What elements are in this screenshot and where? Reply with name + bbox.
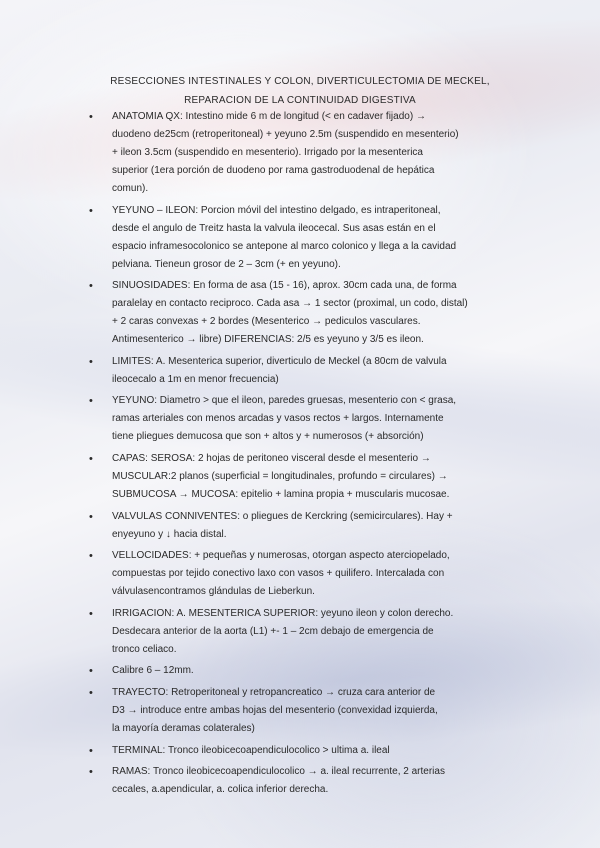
text-line: • ANATOMIA QX: Intestino mide 6 m de longitud (< en cadaver fijado) → — [112, 111, 426, 122]
title-line-1: RESECCIONES INTESTINALES Y COLON, DIVERTICULECTOMIA DE MECKEL, — [110, 76, 490, 87]
text-line: • YEYUNO – ILEON: Porcion móvil del intestino delgado, es intraperitoneal, — [112, 204, 441, 216]
title-line-2: REPARACION DE LA CONTINUIDAD DIGESTIVA — [184, 95, 416, 106]
text-line: + ileon 3.5cm (suspendido en mesenterio). Irrigado por la mesenterica — [112, 147, 423, 158]
text-line: la mayoría deramas colaterales) — [112, 722, 255, 734]
text-line: paralelay en contacto reciproco. Cada asa → 1 sector (proximal, un codo, distal) — [112, 298, 468, 310]
text-line: ileocecalo a 1m en menor frecuencia) — [112, 373, 279, 385]
text-line: • YEYUNO: Diametro > que el ileon, paredes gruesas, mesenterio con < grasa, — [112, 395, 457, 407]
bullet-valvulas — [80, 508, 492, 544]
text-line: desde el angulo de Treitz hasta la valvula ileocecal. Sus asas están en el — [112, 222, 436, 234]
bullet-calibre — [80, 662, 492, 680]
document-title — [60, 72, 540, 110]
text-line: compuestas por tejido conectivo laxo con vasos + quilifero. Intercalada con — [112, 568, 445, 580]
text-line: • SINUOSIDADES: En forma de asa (15 - 16), aprox. 30cm cada una, de forma — [112, 280, 457, 292]
bullet-sinuosidades — [80, 277, 492, 349]
text-line: superior (1era porción de duodeno por rama gastroduodenal de hepática — [112, 165, 435, 176]
text-line: pelviana. Tieneun grosor de 2 – 3cm (+ en yeyuno). — [112, 258, 341, 270]
bullet-terminal — [80, 742, 492, 760]
bullet-yeyuno-ileon — [80, 202, 492, 274]
text-line: + 2 caras convexas + 2 bordes (Mesenterico → pediculos vasculares. — [112, 316, 421, 328]
text-line: enyeyuno y ↓ hacia distal. — [112, 528, 227, 540]
text-line: • VALVULAS CONNIVENTES: o pliegues de Kerckring (semicirculares). Hay + — [112, 510, 453, 522]
bullet-limites — [80, 353, 492, 389]
text-line: Desdecara anterior de la aorta (L1) +- 1 – 2cm debajo de emergencia de — [112, 625, 434, 637]
text-line: válvulasencontramos glándulas de Lieberkun. — [112, 586, 315, 598]
text-line: • VELLOCIDADES: + pequeñas y numerosas, otorgan aspecto aterciopelado, — [112, 550, 450, 562]
text-line: comun). — [112, 183, 149, 194]
bullet-vellocidades — [80, 547, 492, 601]
text-line: • RAMAS: Tronco ileobicecoapendiculocolico → a. ileal recurrente, 2 arterias — [112, 766, 445, 778]
text-line: duodeno de25cm (retroperitoneal) + yeyuno 2.5m (suspendido en mesenterio) — [112, 129, 459, 140]
text-line: MUSCULAR:2 planos (superficial = longitudinales, profundo = circulares) → — [112, 470, 448, 482]
bullet-anatomia — [80, 108, 492, 198]
bullet-ramas — [80, 763, 492, 799]
text-line: D3 → introduce entre ambas hojas del mesenterio (convexidad izquierda, — [112, 704, 438, 716]
text-line: • Calibre 6 – 12mm. — [112, 665, 194, 677]
text-line: • CAPAS: SEROSA: 2 hojas de peritoneo visceral desde el mesenterio → — [112, 452, 431, 464]
text-line: ramas arteriales con menos arcadas y vasos rectos + largos. Internamente — [112, 413, 444, 425]
bullet-capas — [80, 450, 492, 504]
bullet-yeyuno — [80, 392, 492, 446]
bullet-irrigacion — [80, 605, 492, 659]
text-line: • TRAYECTO: Retroperitoneal y retropancreatico → cruza cara anterior de — [112, 686, 436, 698]
text-line: cecales, a.apendicular, a. colica inferior derecha. — [112, 784, 329, 796]
bullet-list — [80, 108, 492, 803]
text-line: SUBMUCOSA → MUCOSA: epitelio + lamina propia + muscularis mucosae. — [112, 488, 450, 500]
text-line: • TERMINAL: Tronco ileobicecoapendiculocolico > ultima a. ileal — [112, 744, 390, 756]
bullet-trayecto — [80, 684, 492, 738]
text-line: espacio inframesocolonico se antepone al marco colonico y llega a la cavidad — [112, 240, 457, 252]
text-line: Antimesenterico → libre) DIFERENCIAS: 2/5 es yeyuno y 3/5 es ileon. — [112, 334, 424, 346]
text-line: • IRRIGACION: A. MESENTERICA SUPERIOR: yeyuno ileon y colon derecho. — [112, 607, 454, 619]
text-line: • LIMITES: A. Mesenterica superior, diverticulo de Meckel (a 80cm de valvula — [112, 355, 447, 367]
text-line: tronco celiaco. — [112, 643, 177, 655]
text-line: tiene pliegues demucosa que son + altos y + numerosos (+ absorción) — [112, 431, 424, 443]
